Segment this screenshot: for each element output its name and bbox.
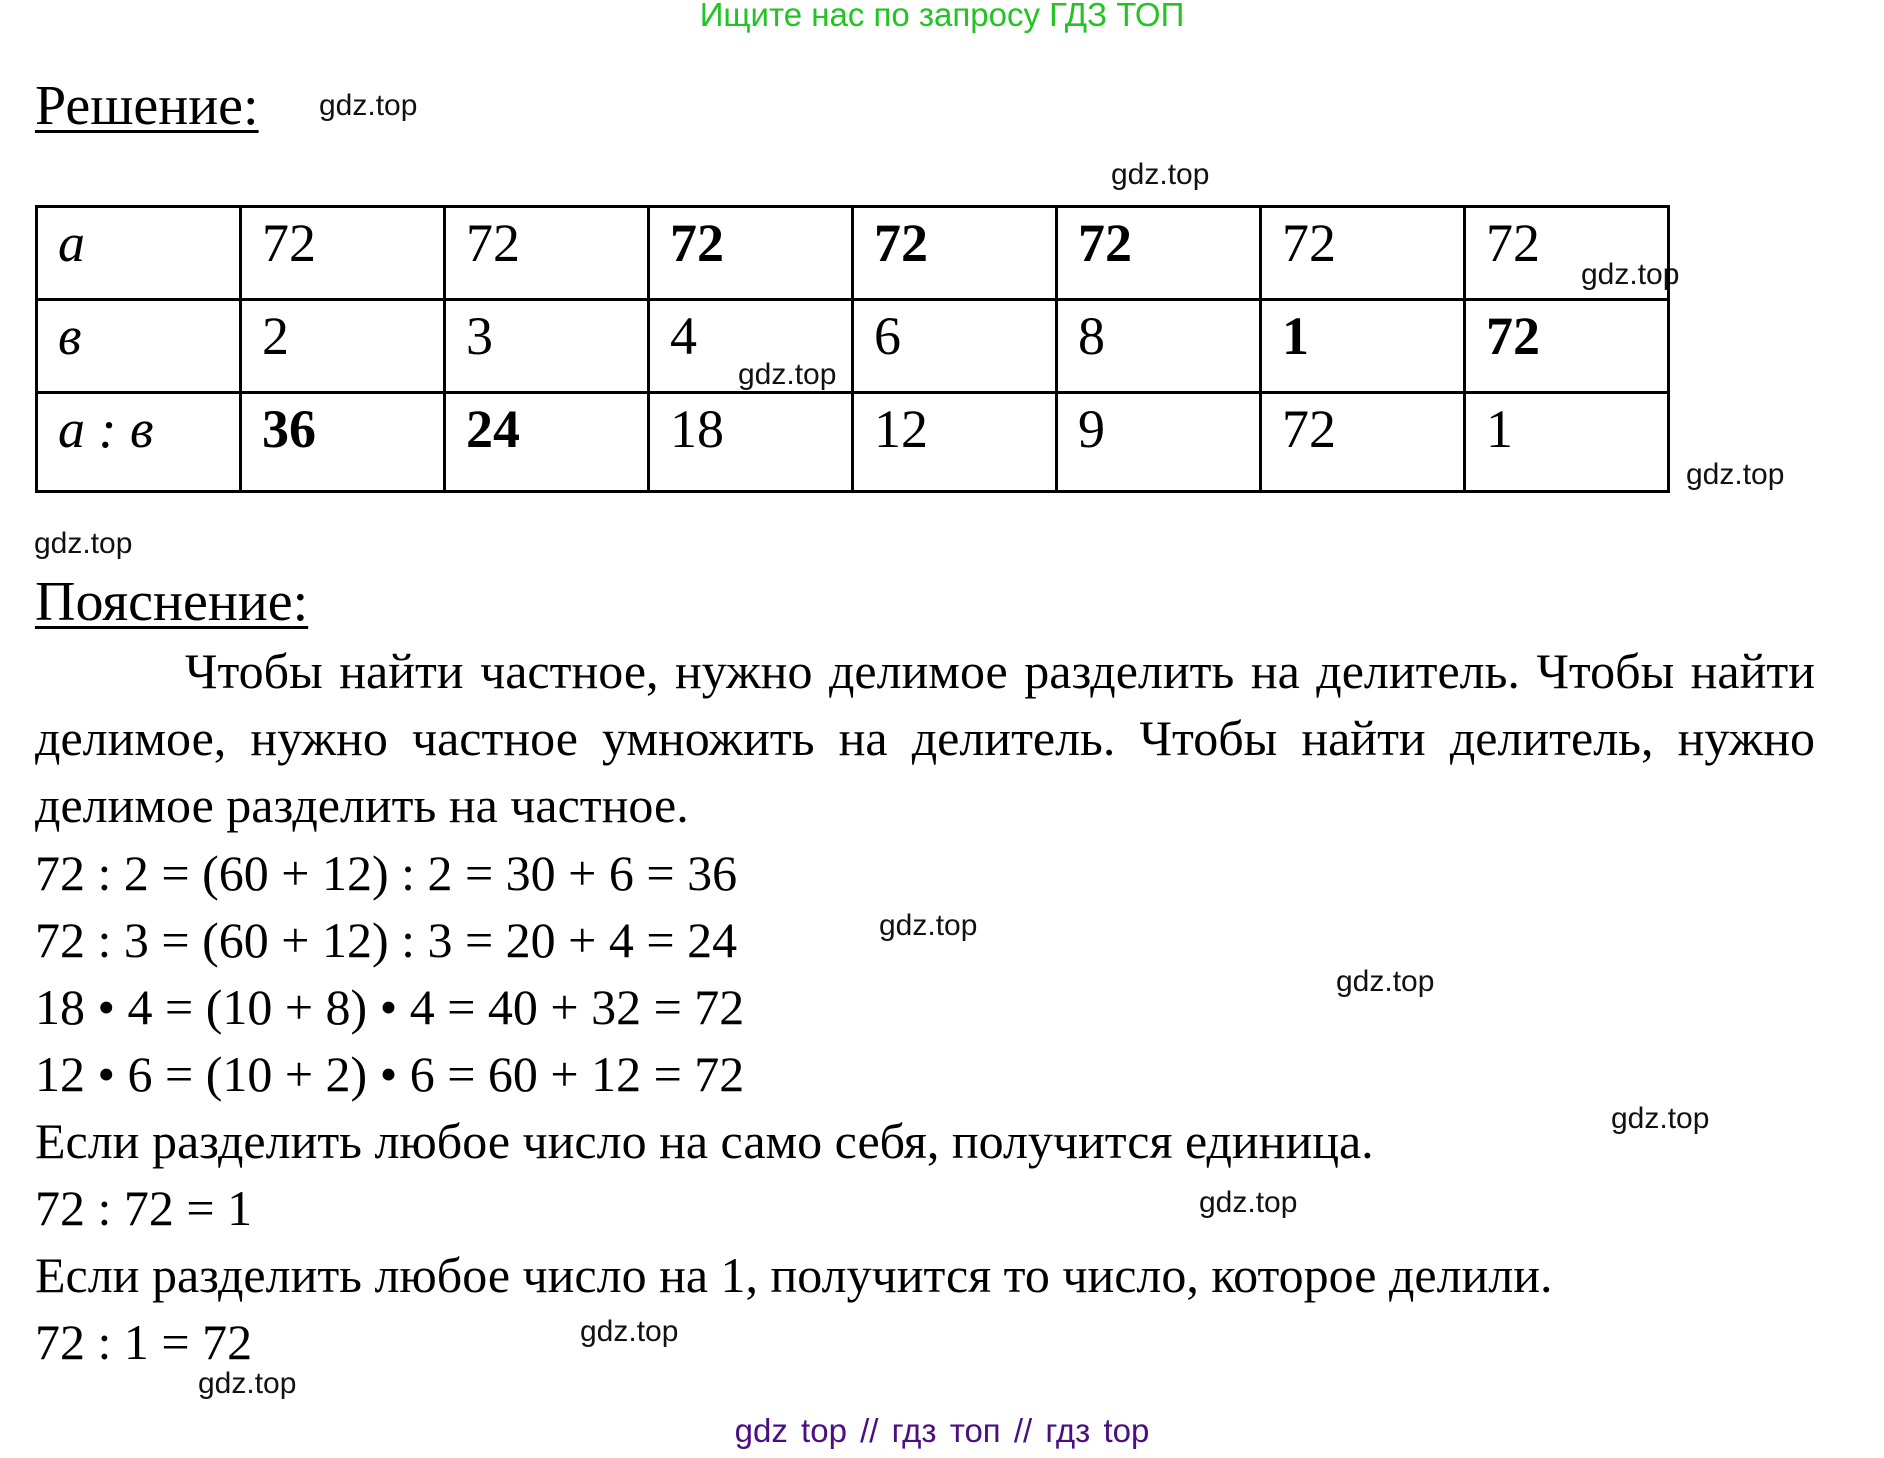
table-cell: 72 [649, 207, 853, 300]
calc-line: 12 • 6 = (10 + 2) • 6 = 60 + 12 = 72 [35, 1046, 745, 1102]
table-cell: 36 [241, 393, 445, 492]
heading-colon: : [292, 571, 309, 633]
table-cell: 72 [241, 207, 445, 300]
table-row-a [37, 207, 1669, 300]
table-cell: 72 [445, 207, 649, 300]
table-cell: 72 [853, 207, 1057, 300]
rule-line: Если разделить любое число на само себя, получится единица. [35, 1113, 1374, 1169]
calc-line: 18 • 4 = (10 + 8) • 4 = 40 + 32 = 72 [35, 979, 745, 1035]
explanation-heading-text: Пояснение [35, 571, 293, 633]
table-row-quotient [37, 393, 1669, 492]
table-cell: 12 [853, 393, 1057, 492]
table-cell: 1 [1465, 393, 1669, 492]
watermark: gdz.top [1111, 158, 1210, 191]
table-cell: 24 [445, 393, 649, 492]
watermark: gdz.top [319, 89, 418, 122]
table-cell: 9 [1057, 393, 1261, 492]
watermark: gdz.top [1686, 458, 1785, 491]
table-cell: 6 [853, 300, 1057, 393]
solution-heading-text: Решение [35, 75, 244, 137]
watermark: gdz.top [738, 358, 837, 391]
watermark: gdz.top [34, 527, 133, 560]
footer-links: gdz top // гдз топ // гдз top [734, 1412, 1150, 1449]
row-label: в [37, 300, 241, 393]
table-cell: 72 [1465, 207, 1669, 300]
watermark: gdz.top [1199, 1186, 1298, 1219]
watermark: gdz.top [580, 1315, 679, 1348]
calc-line: 72 : 3 = (60 + 12) : 3 = 20 + 4 = 24 [35, 912, 738, 968]
calc-line: 72 : 72 = 1 [35, 1180, 253, 1236]
solution-heading [35, 74, 259, 138]
table-cell: 1 [1261, 300, 1465, 393]
table-cell: 72 [1465, 300, 1669, 393]
table-cell: 8 [1057, 300, 1261, 393]
watermark: gdz.top [198, 1367, 297, 1400]
table-cell: 4 [649, 300, 853, 393]
table-cell: 3 [445, 300, 649, 393]
heading-colon: : [243, 75, 259, 137]
table-cell: 2 [241, 300, 445, 393]
table-row-b [37, 300, 1669, 393]
row-label: а : в [37, 393, 241, 492]
explanation-heading [35, 570, 308, 634]
watermark: gdz.top [1611, 1102, 1710, 1135]
calc-line: 72 : 1 = 72 [35, 1314, 253, 1370]
watermark: gdz.top [1581, 258, 1680, 291]
table-cell: 72 [1261, 207, 1465, 300]
table-cell: 18 [649, 393, 853, 492]
explanation-paragraph: Чтобы найти частное, нужно делимое разделить на делитель. Чтобы найти делимое, нужно частное умножить на делитель. Чтобы найти делитель, нужно делимое разделить на частное. [35, 643, 1815, 833]
table-cell: 72 [1057, 207, 1261, 300]
rule-line: Если разделить любое число на 1, получится то число, которое делили. [35, 1247, 1553, 1303]
watermark: gdz.top [1336, 965, 1435, 998]
watermark: gdz.top [879, 909, 978, 942]
promo-banner: Ищите нас по запросу ГДЗ ТОП [699, 0, 1185, 33]
division-table [35, 205, 1670, 493]
table-cell: 72 [1261, 393, 1465, 492]
calc-line: 72 : 2 = (60 + 12) : 2 = 30 + 6 = 36 [35, 845, 738, 901]
row-label: а [37, 207, 241, 300]
